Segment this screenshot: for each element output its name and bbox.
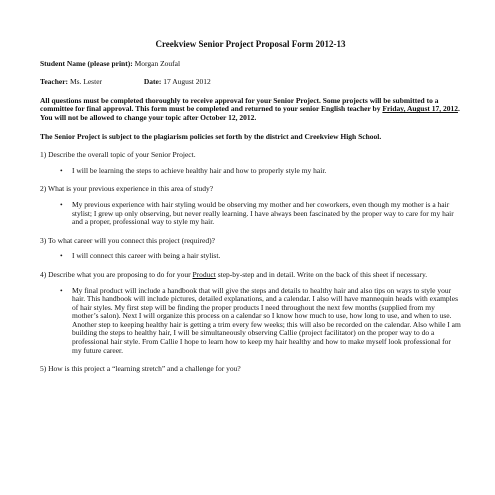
teacher-date-line <box>40 78 461 87</box>
student-name-line <box>40 60 461 69</box>
question-2: 2) What is your previous experience in this area of study? <box>40 184 214 194</box>
notice-deadline: Friday, August 17, 2012 <box>382 104 458 114</box>
completion-notice <box>40 97 461 123</box>
notice-text-2: . You will not be allowed to change your topic after October 12, 2012. <box>40 104 460 122</box>
question-4-text-2: step-by-step and in detail. Write on the back of this sheet if necessary. <box>215 269 428 279</box>
question-4 <box>40 271 461 280</box>
bullet-icon: • <box>60 285 63 295</box>
answer-4 <box>40 287 461 356</box>
question-1: 1) Describe the overall topic of your Senior Project. <box>40 150 196 160</box>
answer-1 <box>40 167 461 176</box>
teacher-label: Teacher: <box>40 77 69 87</box>
answer-1-text: I will be learning the steps to achieve healthy hair and how to properly style my hair. <box>72 165 327 175</box>
date-value: 17 August 2012 <box>163 77 211 87</box>
question-4-product: Product <box>192 269 216 279</box>
answer-4-text: My final product will include a handbook that will give the steps and details to healthy hair and also tips on ways to style your hair. This handbook will include pictures, detailed explanations, and a calendar. I also will have mannequin heads with examples of hair styles. My first step will be finding the proper products I need throughout the next few months (supplied from my mother’s salon). Next I will organize this process on a calendar so I know how much to use, how long to use, and when to use. Another step to keeping healthy hair is getting a trim every few weeks; this will also be recorded on the calendar. Also while I am building the steps to healthy hair, I will be simultaneously observing Callie (project facilitator) on the proper way to do a professional hair style. From Callie I hope to learn how to keep my hair healthy and how to make myself look professional for my future career. <box>72 285 461 355</box>
teacher-value: Ms. Lester <box>69 77 103 87</box>
question-3: 3) To what career will you connect this project (required)? <box>40 235 215 245</box>
notice-text-1: All questions must be completed thoroughly to receive approval for your Senior Project. Some projects will be submitted to a committee for final approval. This form must be completed and returned to your senior English teacher by <box>40 95 439 114</box>
question-4-text-1: 4) Describe what you are proposing to do for your <box>40 269 193 279</box>
answer-2 <box>40 201 461 227</box>
bullet-icon: • <box>60 251 63 261</box>
date-label: Date: <box>143 77 162 87</box>
question-5: 5) How is this project a “learning stretch” and a challenge for you? <box>40 364 241 374</box>
student-name-value: Morgan Zoufal <box>134 58 181 68</box>
plagiarism-notice: The Senior Project is subject to the plagiarism policies set forth by the district and Creekview High School. <box>40 131 382 141</box>
student-name-label: Student Name (please print): <box>40 58 133 68</box>
answer-2-text: My previous experience with hair styling would be observing my mother and her coworkers, even though my mother is a hair stylist; I grew up only observing, but never really learning. I have always been fascinated by the proper way to care for my hair and a proper, professional way to style my hair. <box>72 199 454 227</box>
answer-3-text: I will connect this career with being a hair stylist. <box>72 251 221 261</box>
answer-3 <box>40 252 461 261</box>
form-title: Creekview Senior Project Proposal Form 2012-13 <box>155 39 346 49</box>
bullet-icon: • <box>60 165 63 175</box>
bullet-icon: • <box>60 199 63 209</box>
